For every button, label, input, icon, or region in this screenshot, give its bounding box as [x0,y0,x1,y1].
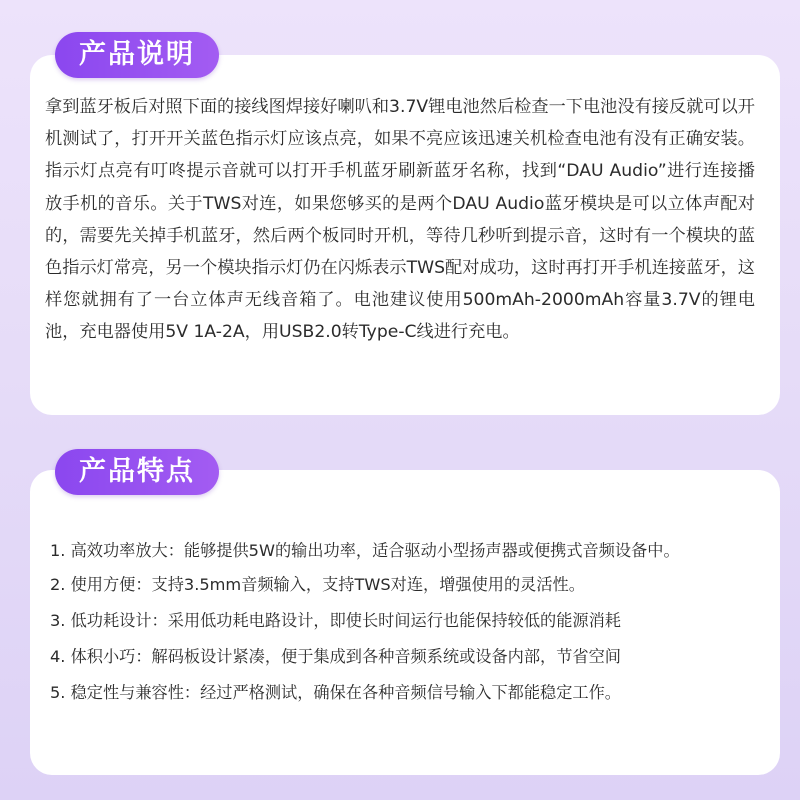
description-body: 拿到蓝牙板后对照下面的接线图焊接好喇叭和3.7V锂电池然后检查一下电池没有接反就可以开机测试了，打开开关蓝色指示灯应该点亮，如果不亮应该迅速关机检查电池有没有正确安装。指示灯点亮有叮咚提示音就可以打开手机蓝牙刷新蓝牙名称，找到“DAU Audio”进行连接播放手机的音乐。关于TWS对连，如果您够买的是两个DAU Audio蓝牙模块是可以立体声配对的，需要先关掉手机蓝牙，然后两个板同时开机，等待几秒听到提示音，这时有一个模块的蓝色指示灯常亮，另一个模块指示灯仍在闪烁表示TWS配对成功，这时再打开手机连接蓝牙，这样您就拥有了一台立体声无线音箱了。电池建议使用500mAh-2000mAh容量3.7V的锂电池，充电器使用5V 1A-2A，用USB2.0转Type-C线进行充电。 [45,97,755,343]
feature-item-4: 4. 体积小巧：解码板设计紧凑，便于集成到各种音频系统或设备内部，节省空间 [50,647,621,666]
features-list [50,538,760,716]
description-section-title: 产品说明 [55,32,219,78]
feature-item-1: 1. 高效功率放大：能够提供5W的输出功率，适合驱动小型扬声器或便携式音频设备中。 [50,541,680,560]
feature-item-2: 2. 使用方便：支持3.5mm音频输入，支持TWS对连，增强使用的灵活性。 [50,575,585,594]
feature-item-5: 5. 稳定性与兼容性：经过严格测试，确保在各种音频信号输入下都能稳定工作。 [50,683,621,702]
features-section-title: 产品特点 [55,449,219,495]
feature-item-3: 3. 低功耗设计：采用低功耗电路设计，即使长时间运行也能保持较低的能源消耗 [50,611,621,630]
